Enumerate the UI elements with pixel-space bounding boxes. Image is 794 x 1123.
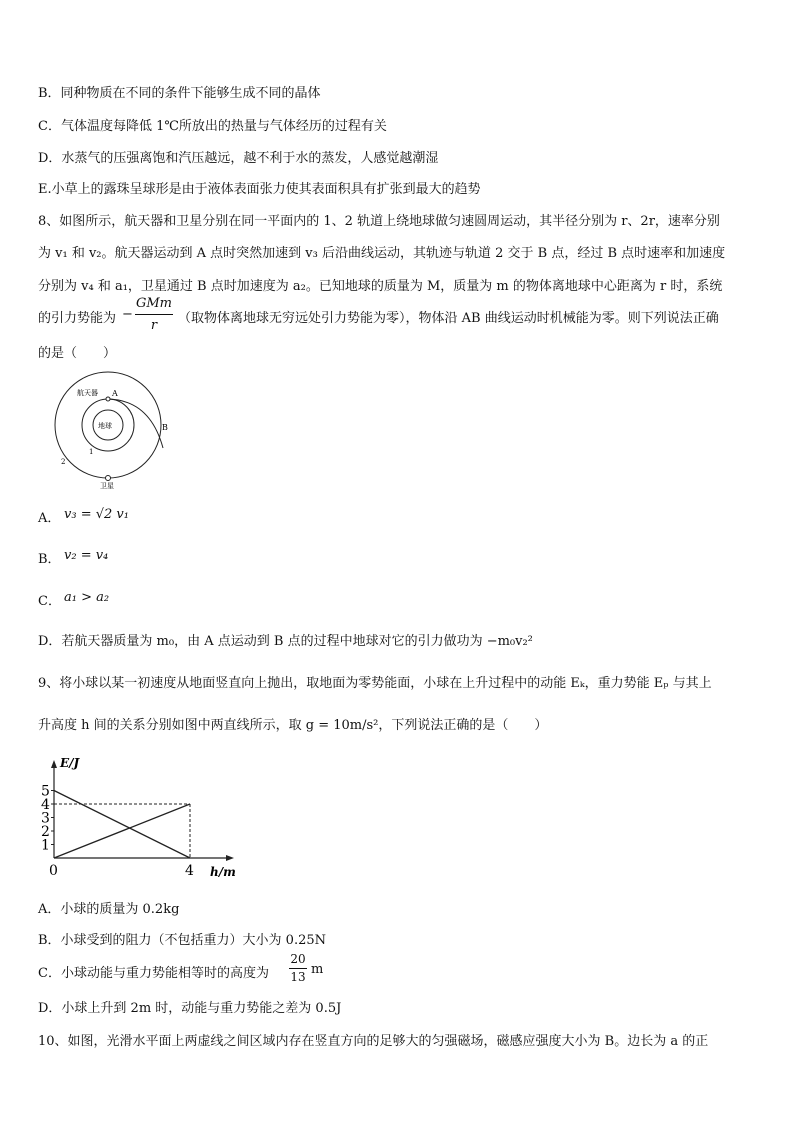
earth-label: 地球	[98, 422, 112, 430]
q9-stem-line2: 升高度 h 间的关系分别如图中两直线所示，取 g = 10m/s²，下列说法正确的是（ ）	[38, 718, 548, 733]
q8-option-b: v₂ = v₄	[64, 548, 109, 563]
energy-height-chart	[38, 755, 236, 880]
q7-option-e: E.小草上的露珠呈球形是由于液体表面张力使其表面积具有扩张到最大的趋势	[38, 182, 481, 197]
y-tick-label: 5	[41, 783, 50, 800]
series-line-1	[54, 791, 190, 859]
y-tick-label: 1	[41, 837, 50, 854]
x-axis-arrow	[226, 855, 234, 861]
orbit-1-label: 1	[89, 448, 94, 456]
q8-stem-line1: 8、如图所示，航天器和卫星分别在同一平面内的 1、2 轨道上绕地球做匀速圆周运动，其半径分别为 r、2r，速率分别	[38, 214, 720, 229]
q9-option-c-frac-bar	[289, 968, 307, 969]
q8-frac-den: r	[150, 318, 158, 333]
q8-option-a-label: A．	[38, 511, 61, 526]
point-a-label: A	[112, 389, 118, 398]
q8-stem-line3: 分别为 v₄ 和 a₁，卫星通过 B 点时加速度为 a₂。已知地球的质量为 M，质量为 m 的物体离地球中心距离为 r 时，系统	[38, 279, 723, 294]
q8-stem-line4-post: （取物体离地球无穷远处引力势能为零），物体沿 AB 曲线运动时机械能为零。则下列说法正确	[178, 311, 719, 326]
q8-option-a: v₃ = √2 v₁	[64, 507, 129, 522]
series-line-2	[54, 804, 190, 858]
q8-frac-bar	[135, 314, 173, 315]
point-a-marker	[106, 397, 110, 401]
q8-frac-sign: −	[122, 307, 133, 322]
y-axis-arrow	[51, 760, 57, 768]
x-axis-label: h/m	[210, 865, 236, 879]
q8-option-c-label: C．	[38, 594, 61, 609]
q8-option-d: D．若航天器质量为 m₀，由 A 点运动到 B 点的过程中地球对它的引力做功为 −m₀v₂²	[38, 634, 533, 649]
y-tick-label: 4	[41, 797, 50, 813]
q9-option-c-den: 13	[290, 970, 306, 984]
transfer-trajectory	[108, 399, 163, 448]
y-axis-label: E/J	[60, 756, 80, 770]
q8-stem-line5: 的是（ ）	[38, 346, 117, 361]
q9-option-c-num: 20	[290, 952, 306, 966]
q9-option-b: B．小球受到的阻力（不包括重力）大小为 0.25N	[38, 933, 327, 948]
q10-stem-line1: 10、如图，光滑水平面上两虚线之间区域内存在竖直方向的足够大的匀强磁场，磁感应强度大小为 B。边长为 a 的正	[38, 1034, 709, 1049]
x-tick-label: 0	[49, 863, 58, 879]
x-tick-label: 4	[185, 863, 194, 879]
q8-stem-line4-pre: 的引力势能为	[38, 311, 117, 326]
q9-option-c-unit: m	[311, 962, 324, 977]
y-tick-label: 2	[41, 824, 50, 840]
q7-option-d: D．水蒸气的压强离饱和汽压越远，越不利于水的蒸发，人感觉越潮湿	[38, 151, 439, 166]
y-tick-label: 3	[41, 810, 50, 827]
q8-frac-num: GMm	[135, 296, 173, 311]
q7-option-c: C．气体温度每降低 1℃所放出的热量与气体经历的过程有关	[38, 119, 387, 134]
point-b-label: B	[162, 423, 168, 432]
q8-stem-line2: 为 v₁ 和 v₂。航天器运动到 A 点时突然加速到 v₃ 后沿曲线运动，其轨迹与轨道 2 交于 B 点，经过 B 点时速率和加速度	[38, 246, 726, 261]
q9-option-a: A．小球的质量为 0.2kg	[38, 902, 180, 917]
orbit-diagram	[55, 370, 185, 490]
q7-option-b: B．同种物质在不同的条件下能够生成不同的晶体	[38, 86, 321, 101]
satellite-marker	[106, 476, 111, 481]
satellite-label: 卫星	[100, 482, 114, 490]
q9-option-d: D．小球上升到 2m 时，动能与重力势能之差为 0.5J	[38, 1001, 342, 1016]
q8-option-b-label: B．	[38, 552, 61, 567]
spacecraft-label: 航天器	[77, 389, 98, 397]
q9-option-c-pre: C．小球动能与重力势能相等时的高度为	[38, 966, 269, 981]
q8-option-c: a₁ > a₂	[64, 590, 110, 605]
orbit-2-label: 2	[61, 458, 66, 466]
q9-stem-line1: 9、将小球以某一初速度从地面竖直向上抛出，取地面为零势能面，小球在上升过程中的动能 Eₖ，重力势能 Eₚ 与其上	[38, 676, 712, 691]
